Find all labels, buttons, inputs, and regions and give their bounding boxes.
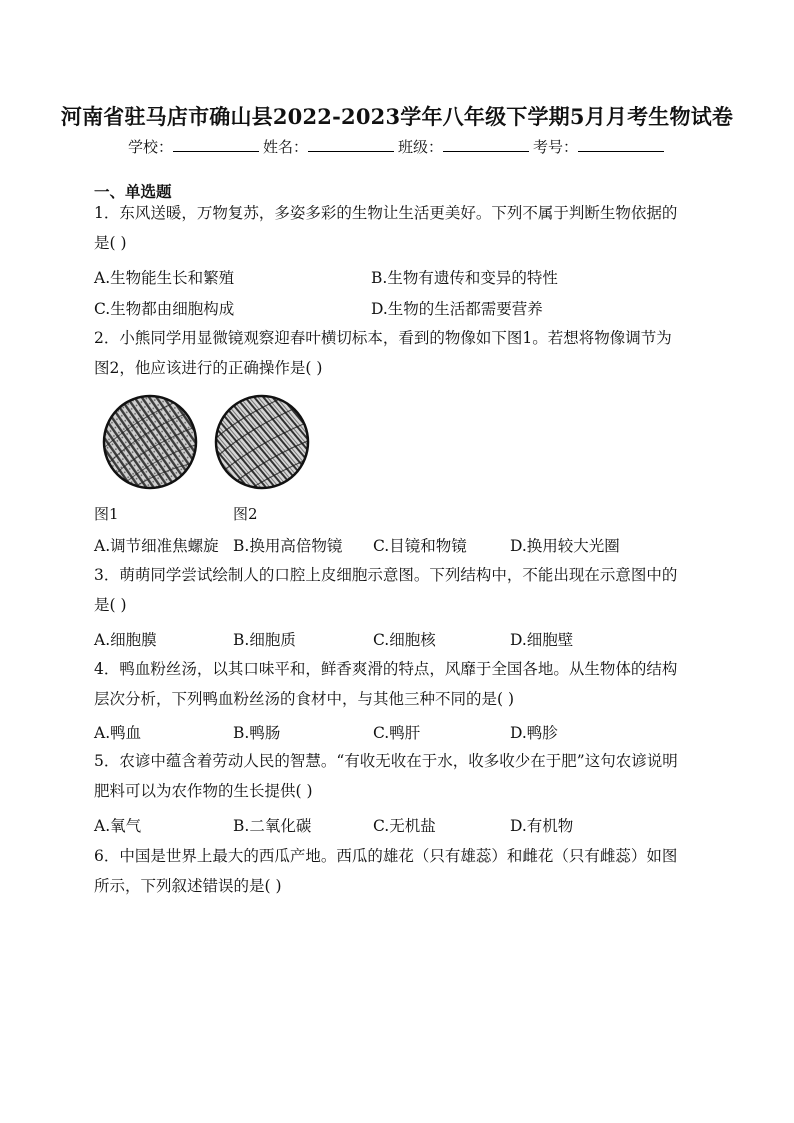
question-5-line-2: 肥料可以为农作物的生长提供( ) [94, 782, 313, 800]
student-info-line [0, 136, 794, 157]
name-blank[interactable] [308, 137, 394, 152]
question-1-option-c: C.生物都由细胞构成 [94, 300, 235, 318]
question-4-option-d: D.鸭胗 [510, 724, 558, 742]
question-3-option-b: B.细胞质 [233, 631, 296, 649]
page-title: 河南省驻马店市确山县2022-2023学年八年级下学期5月月考生物试卷 [60, 104, 734, 129]
question-6-line-2: 所示，下列叙述错误的是( ) [94, 877, 282, 895]
section-heading: 一、单选题 [94, 182, 172, 201]
question-4 [94, 654, 700, 714]
question-2-option-b: B.换用高倍物镜 [233, 537, 343, 555]
question-6-line-1: 6．中国是世界上最大的西瓜产地。西瓜的雄花（只有雄蕊）和雌花（只有雌蕊）如图 [94, 847, 678, 865]
question-5-line-1: 5．农谚中蕴含着劳动人民的智慧。“有收无收在于水，收多收少在于肥”这句农谚说明 [94, 752, 678, 770]
question-1-option-a: A.生物能生长和繁殖 [94, 269, 235, 287]
question-4-option-c: C.鸭肝 [373, 724, 421, 742]
question-3-line-1: 3．萌萌同学尝试绘制人的口腔上皮细胞示意图。下列结构中，不能出现在示意图中的 [94, 566, 678, 584]
school-blank[interactable] [173, 137, 259, 152]
question-5-option-d: D.有机物 [510, 817, 574, 835]
question-4-option-b: B.鸭肠 [233, 724, 281, 742]
question-1-line-2: 是( ) [94, 234, 127, 252]
question-3-line-2: 是( ) [94, 596, 127, 614]
question-1-option-d: D.生物的生活都需要营养 [371, 300, 543, 318]
microscope-view-figure-2 [212, 392, 312, 492]
exam-number-blank[interactable] [578, 137, 664, 152]
question-2 [94, 323, 700, 383]
question-5 [94, 746, 700, 806]
class-label: 班级： [398, 138, 444, 156]
question-3-option-a: A.细胞膜 [94, 631, 157, 649]
question-1-line-1: 1．东风送暖，万物复苏，多姿多彩的生物让生活更美好。下列不属于判断生物依据的 [94, 204, 678, 222]
name-label: 姓名： [262, 138, 308, 156]
question-4-line-2: 层次分析，下列鸭血粉丝汤的食材中，与其他三种不同的是( ) [94, 690, 515, 708]
question-5-option-b: B.二氧化碳 [233, 817, 312, 835]
question-2-option-c: C.目镜和物镜 [373, 537, 467, 555]
figure-2-label: 图2 [233, 505, 258, 523]
question-3-option-d: D.细胞壁 [510, 631, 574, 649]
question-1 [94, 198, 700, 258]
microscope-view-figure-1 [100, 392, 200, 492]
question-2-option-d: D.换用较大光圈 [510, 537, 620, 555]
class-blank[interactable] [443, 137, 529, 152]
question-5-option-c: C.无机盐 [373, 817, 436, 835]
question-1-option-b: B.生物有遗传和变异的特性 [371, 269, 558, 287]
figure-1-label: 图1 [94, 505, 119, 523]
question-2-line-2: 图2，他应该进行的正确操作是( ) [94, 359, 323, 377]
question-2-line-1: 2．小熊同学用显微镜观察迎春叶横切标本，看到的物像如下图1。若想将物像调节为 [94, 329, 672, 347]
question-4-line-1: 4．鸭血粉丝汤，以其口味平和，鲜香爽滑的特点，风靡于全国各地。从生物体的结构 [94, 660, 678, 678]
school-label: 学校： [127, 138, 173, 156]
exam-number-label: 考号： [533, 138, 579, 156]
question-5-option-a: A.氧气 [94, 817, 142, 835]
question-2-option-a: A.调节细准焦螺旋 [94, 537, 219, 555]
question-3-option-c: C.细胞核 [373, 631, 436, 649]
question-3 [94, 560, 700, 620]
question-4-option-a: A.鸭血 [94, 724, 142, 742]
question-6 [94, 841, 700, 901]
